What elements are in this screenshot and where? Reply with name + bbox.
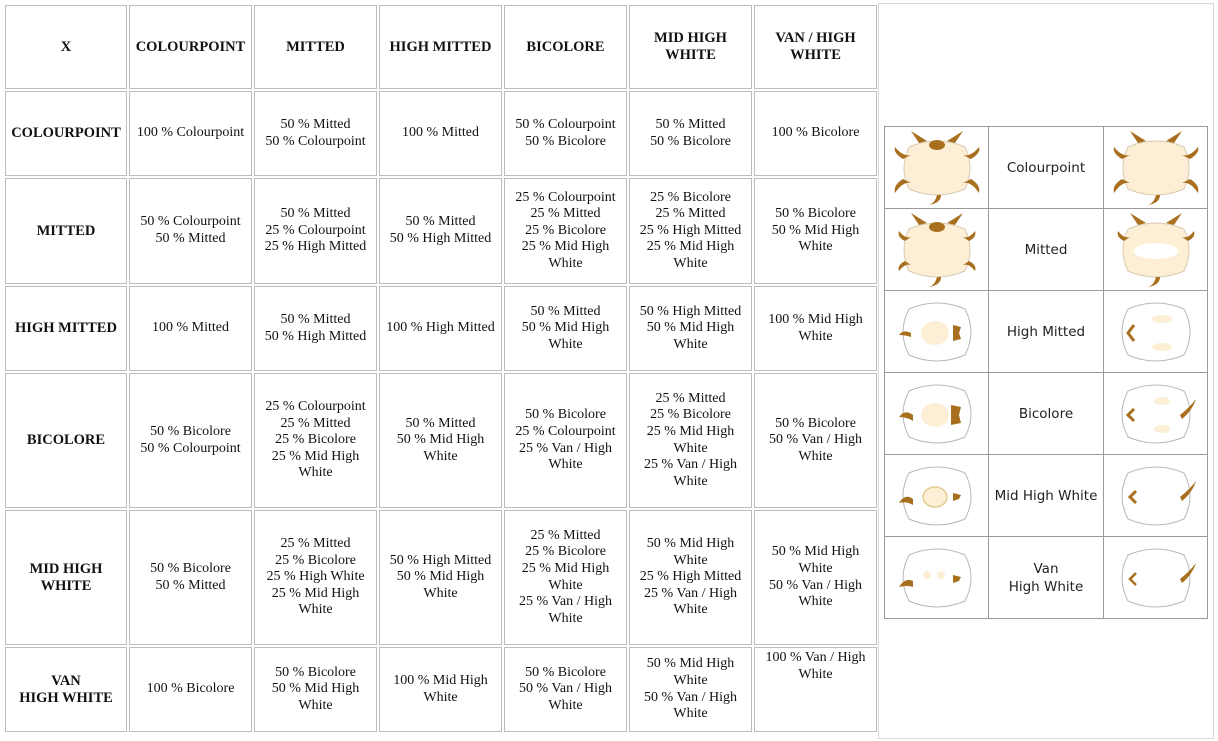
- cat-coat-icon: [1108, 375, 1204, 453]
- table-cell: 100 % Mitted: [379, 91, 502, 176]
- table-cell: 25 % Bicolore 25 % Mitted 25 % High Mitted 25 % Mid High White: [629, 178, 752, 284]
- table-cell: 50 % Bicolore 50 % Colourpoint: [129, 373, 252, 508]
- high-mitted-top-sketch: [885, 291, 989, 373]
- bicolore-top-sketch: [885, 373, 989, 455]
- table-cell: 50 % Mitted 50 % High Mitted: [254, 286, 377, 371]
- table-cell: 50 % Bicolore 50 % Mid High White: [754, 178, 877, 284]
- col-header-mitted: MITTED: [254, 5, 377, 89]
- mitted-bottom-sketch: [1104, 209, 1208, 291]
- mid-high-white-top-sketch: [885, 455, 989, 537]
- van-high-white-top-sketch: [885, 537, 989, 619]
- row-header-colourpoint: COLOURPOINT: [5, 91, 127, 176]
- table-cell: 50 % Bicolore 25 % Colourpoint 25 % Van / High White: [504, 373, 627, 508]
- colourpoint-top-sketch: [885, 127, 989, 209]
- table-cell: 50 % Mid High White 50 % Van / High White: [754, 510, 877, 645]
- table-cell: 50 % Mitted 50 % High Mitted: [379, 178, 502, 284]
- col-header-van-high-white: VAN / HIGH WHITE: [754, 5, 877, 89]
- table-cell: 50 % High Mitted 50 % Mid High White: [629, 286, 752, 371]
- legend-label-bicolore: Bicolore: [989, 373, 1104, 455]
- pattern-legend: [884, 126, 1208, 619]
- table-cell: 50 % High Mitted 50 % Mid High White: [379, 510, 502, 645]
- corner-header: X: [5, 5, 127, 89]
- table-cell: 100 % Bicolore: [129, 647, 252, 732]
- col-header-high-mitted: HIGH MITTED: [379, 5, 502, 89]
- table-cell: 100 % Bicolore: [754, 91, 877, 176]
- table-cell: 50 % Bicolore 50 % Van / High White: [754, 373, 877, 508]
- legend-label-mitted: Mitted: [989, 209, 1104, 291]
- table-cell: 50 % Bicolore 50 % Van / High White: [504, 647, 627, 732]
- van-high-white-bottom-sketch: [1104, 537, 1208, 619]
- table-cell: 50 % Mitted 50 % Mid High White: [379, 373, 502, 508]
- table-cell: 50 % Bicolore 50 % Mid High White: [254, 647, 377, 732]
- table-cell: 100 % Mid High White: [379, 647, 502, 732]
- bicolore-bottom-sketch: [1104, 373, 1208, 455]
- col-header-bicolore: BICOLORE: [504, 5, 627, 89]
- cat-coat-icon: [889, 129, 985, 207]
- table-cell: 25 % Mitted 25 % Bicolore 25 % Mid High White 25 % Van / High White: [504, 510, 627, 645]
- cat-coat-icon: [889, 457, 985, 535]
- cat-coat-icon: [1108, 129, 1204, 207]
- cat-coat-icon: [1108, 293, 1204, 371]
- mitted-top-sketch: [885, 209, 989, 291]
- table-cell: 50 % Mid High White 25 % High Mitted 25 % Van / High White: [629, 510, 752, 645]
- table-cell: 100 % Colourpoint: [129, 91, 252, 176]
- high-mitted-bottom-sketch: [1104, 291, 1208, 373]
- mid-high-white-bottom-sketch: [1104, 455, 1208, 537]
- cat-coat-icon: [889, 211, 985, 289]
- table-cell: 50 % Mitted 50 % Mid High White: [504, 286, 627, 371]
- cat-coat-icon: [1108, 457, 1204, 535]
- cat-coat-icon: [889, 293, 985, 371]
- table-cell: 50 % Mid High White 50 % Van / High White: [629, 647, 752, 732]
- genetics-table: [3, 3, 879, 734]
- row-header-high-mitted: HIGH MITTED: [5, 286, 127, 371]
- legend-label-colourpoint: Colourpoint: [989, 127, 1104, 209]
- legend-label-mid-high-white: Mid High White: [989, 455, 1104, 537]
- table-cell: 25 % Mitted 25 % Bicolore 25 % Mid High White 25 % Van / High White: [629, 373, 752, 508]
- table-cell: 50 % Colourpoint 50 % Mitted: [129, 178, 252, 284]
- table-cell: 25 % Colourpoint 25 % Mitted 25 % Bicolore 25 % Mid High White: [254, 373, 377, 508]
- row-header-mid-high-white: MID HIGH WHITE: [5, 510, 127, 645]
- table-cell: 100 % Van / High White: [754, 647, 877, 732]
- row-header-bicolore: BICOLORE: [5, 373, 127, 508]
- cat-coat-icon: [1108, 211, 1204, 289]
- table-cell: 50 % Mitted 25 % Colourpoint 25 % High Mitted: [254, 178, 377, 284]
- table-cell: 100 % High Mitted: [379, 286, 502, 371]
- col-header-mid-high-white: MID HIGH WHITE: [629, 5, 752, 89]
- table-cell: 50 % Bicolore 50 % Mitted: [129, 510, 252, 645]
- row-header-mitted: MITTED: [5, 178, 127, 284]
- colourpoint-bottom-sketch: [1104, 127, 1208, 209]
- table-cell: 50 % Mitted 50 % Bicolore: [629, 91, 752, 176]
- row-header-van-high-white: VAN HIGH WHITE: [5, 647, 127, 732]
- cat-coat-icon: [1108, 539, 1204, 617]
- cat-coat-icon: [889, 539, 985, 617]
- table-cell: 100 % Mitted: [129, 286, 252, 371]
- col-header-colourpoint: COLOURPOINT: [129, 5, 252, 89]
- table-cell: 50 % Colourpoint 50 % Bicolore: [504, 91, 627, 176]
- cat-coat-icon: [889, 375, 985, 453]
- table-cell: 25 % Colourpoint 25 % Mitted 25 % Bicolore 25 % Mid High White: [504, 178, 627, 284]
- legend-label-high-mitted: High Mitted: [989, 291, 1104, 373]
- table-cell: 25 % Mitted 25 % Bicolore 25 % High White 25 % Mid High White: [254, 510, 377, 645]
- legend-label-van-high-white: Van High White: [989, 537, 1104, 619]
- table-cell: 50 % Mitted 50 % Colourpoint: [254, 91, 377, 176]
- table-cell: 100 % Mid High White: [754, 286, 877, 371]
